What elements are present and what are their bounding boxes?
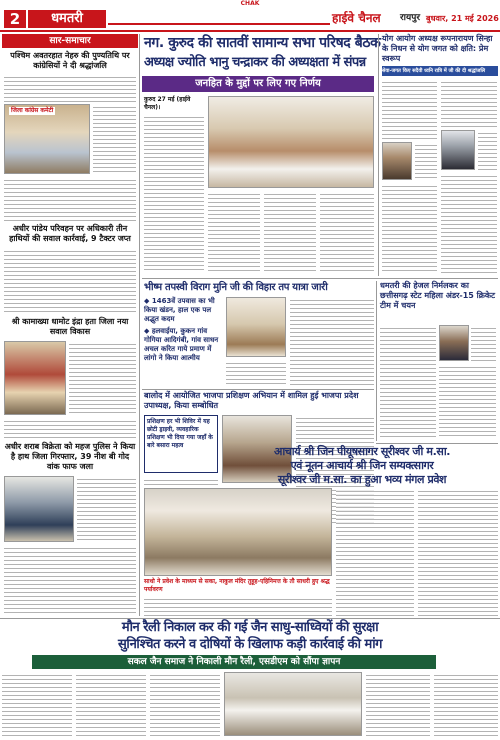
diamond-bullet-icon: ◆ xyxy=(144,297,152,305)
hazel-body-col2 xyxy=(471,325,496,361)
bhishm-bullet-2: ◆ हलवाईया, कुकन गांव गोगिया आदिगंबी, गांव साधन अचल करित गाये प्रमाण में लांगो ने किया आत्मीय xyxy=(144,327,219,362)
story3-continued-text xyxy=(4,418,136,438)
story1-side-text xyxy=(93,104,136,174)
story1-headline: पश्चिम अवतरहात नेहरु की पुण्यतिथि पर कांग्रेसियों ने दी श्रद्धांजलि xyxy=(10,51,130,70)
acharya-body-col1 xyxy=(336,488,414,616)
masthead-rule xyxy=(108,23,330,25)
maun-body-col1 xyxy=(2,672,72,736)
hazel-body-col2b xyxy=(439,364,496,437)
main-story-kurud xyxy=(142,34,381,276)
yoga-portrait xyxy=(382,142,412,180)
section-label-sar-samachar: सार-समाचार xyxy=(2,34,138,48)
acharya-caption-body xyxy=(144,596,332,616)
bhishm-photo xyxy=(226,297,286,357)
maun-subhead: सकल जैन समाज ने निकाली मौन रैली, एसडीएम को सौंपा ज्ञापन xyxy=(32,655,436,669)
maun-body-col2 xyxy=(76,672,146,736)
acharya-headline-line2: एवं नूतन आचार्य श्री जिन सम्यक्त्सागर xyxy=(290,459,434,472)
yoga-body-col1 xyxy=(382,79,437,139)
masthead-city: रायपुर xyxy=(400,13,421,23)
section-title-banner: धमतरी xyxy=(28,10,106,28)
maun-body-col5 xyxy=(434,672,498,736)
row-divider-3 xyxy=(376,443,498,444)
row-divider-1 xyxy=(142,278,498,279)
left-column xyxy=(2,34,138,616)
yoga-subhead: सेवा-जगत किए सदैवी ध्वनि रात्रि में जी की दी श्रद्धांजलि xyxy=(382,66,498,76)
acharya-body-col2 xyxy=(418,488,498,616)
yoga-body-col2 xyxy=(441,79,497,127)
maun-headline-line1: मौन रैली निकाल कर की गई जैन साधु-साध्वियों की सुरक्षा xyxy=(121,620,379,635)
yoga-body-col2b xyxy=(478,130,497,170)
main-subhead: जनहित के मुद्दों पर लिए गए निर्णय xyxy=(142,76,374,92)
acharya-headline-line1: आचार्य श्री जिन पीयूषसागर सूरीश्वर जी म.सा. xyxy=(273,445,451,458)
main-meeting-photo xyxy=(208,96,374,188)
main-body-col3 xyxy=(320,191,374,272)
story1-body-text xyxy=(4,74,136,102)
yoga-body-col1c xyxy=(382,183,437,273)
yoga-body-col2c xyxy=(441,173,497,273)
story4-photo xyxy=(4,476,74,542)
story-bhishm xyxy=(142,281,374,387)
story1-photo xyxy=(4,104,90,174)
story3-side-text xyxy=(69,341,136,415)
balod-boxed-highlight: प्रशिक्षण हर भी शिविर में यह छोटी ड्राइवी, व्यवहारिक प्रशिक्षण भी दिया गया जहाँ के बारे बसारा महत्व xyxy=(144,415,218,473)
main-dateline: कुरुद 27 मई (हाईवे चैनल)। xyxy=(144,96,191,111)
diamond-bullet-icon: ◆ xyxy=(144,327,152,335)
masthead-date: बुधवार, 21 मई 2026 xyxy=(426,14,499,23)
bhishm-body-col2 xyxy=(290,297,374,385)
masthead xyxy=(0,9,500,29)
yoga-photo-2 xyxy=(441,130,475,170)
story4-continued-text xyxy=(4,545,136,613)
maun-body-col3 xyxy=(150,672,220,736)
story-hazel xyxy=(376,281,498,441)
story3-photo xyxy=(4,341,66,415)
bhishm-body-col1 xyxy=(226,360,286,385)
brand-label: CHAK xyxy=(240,0,260,7)
story2-body-text xyxy=(4,248,136,312)
yoga-body-col1b xyxy=(415,142,437,180)
bhishm-bullets xyxy=(144,297,222,385)
yoga-headline: योग आयोग अध्यक्ष रूपनारायण सिन्हा के निधन से योग जगत को क्षति: प्रेम स्वरूप xyxy=(382,34,493,63)
story4-headline: अधीर शराब विक्रेता को महज पुलिस ने किया है हाथ जिला गिरफ्तार, 39 नीश बी गोद वांक फाफ जला xyxy=(4,442,136,471)
hazel-portrait xyxy=(439,325,469,361)
story2-headline: अधीर पांडेय परिवहन पर अधिकारी तीन हाथियों की सवाल कार्रवाई, 9 टैक्टर जप्त xyxy=(9,224,131,243)
row-divider-2 xyxy=(142,389,374,390)
story1-photo-tag: जिला कांग्रेस कमेटी xyxy=(11,107,54,114)
acharya-photo xyxy=(144,488,332,576)
story3-headline: श्री कामाख्या धामोट इंद्रा हता जिला नया सवाल विकास xyxy=(11,317,129,336)
main-headline-line1: नग. कुरुद की सातवीं सामान्य सभा परिषद बैठक xyxy=(144,35,381,51)
balod-headline: बालोद में आयोजित भाजपा प्रशिक्षण अभियान में शामिल हुई भाजपा प्रदेश उपाध्यक्ष, किया सम्बोधित xyxy=(144,391,359,410)
hazel-headline: धमतरी की हेजल निर्मलकर का छत्तीसगढ़ स्टेट महिला अंडर-15 क्रिकेट टीम में चयन xyxy=(380,281,496,310)
main-headline-line2: अध्यक्ष ज्योति भानु चन्द्राकर की अध्यक्षता में संपन्न xyxy=(144,55,366,70)
acharya-headline-line3: सूरीश्वर जी म.सा. का हुआ भव्य मंगल प्रवेश xyxy=(277,473,447,486)
main-body-col1 xyxy=(208,191,260,272)
main-body-col2 xyxy=(264,191,316,272)
hazel-body-col1 xyxy=(380,325,436,437)
story1-continued-text xyxy=(4,177,136,221)
story4-side-text xyxy=(77,476,136,542)
page-number-badge: 2 xyxy=(4,10,26,28)
maun-headline-line2: सुनिश्चित करने व दोषियों के खिलाफ कड़ी कार्रवाई की मांग xyxy=(118,637,382,652)
bhishm-bullet-1: ◆ 1463वें उपवास का भी किया खंडन, हाल एक पल अद्भुत कदम xyxy=(144,297,215,323)
acharya-caption: साधो ने प्रवेश के माध्यम से सका, नाकुल मंदिर तुहूह-एहिनिमत्त के तौ साधरी हुए श्रद्ध पर्यावरण xyxy=(144,578,330,593)
maun-rally-photo xyxy=(224,672,362,736)
right-story-yoga xyxy=(378,34,498,276)
row-divider-4 xyxy=(0,618,500,619)
left-column-divider xyxy=(139,34,140,616)
story-maun-rally xyxy=(2,620,498,738)
paper-title: हाईवे चैनल xyxy=(332,11,381,25)
masthead-underline xyxy=(0,30,500,32)
main-intro-text xyxy=(144,114,204,272)
bhishm-headline: भीष्म तपस्वी विराग मुनि जी की विहार तप यात्रा जारी xyxy=(144,282,328,293)
maun-body-col4 xyxy=(366,672,430,736)
